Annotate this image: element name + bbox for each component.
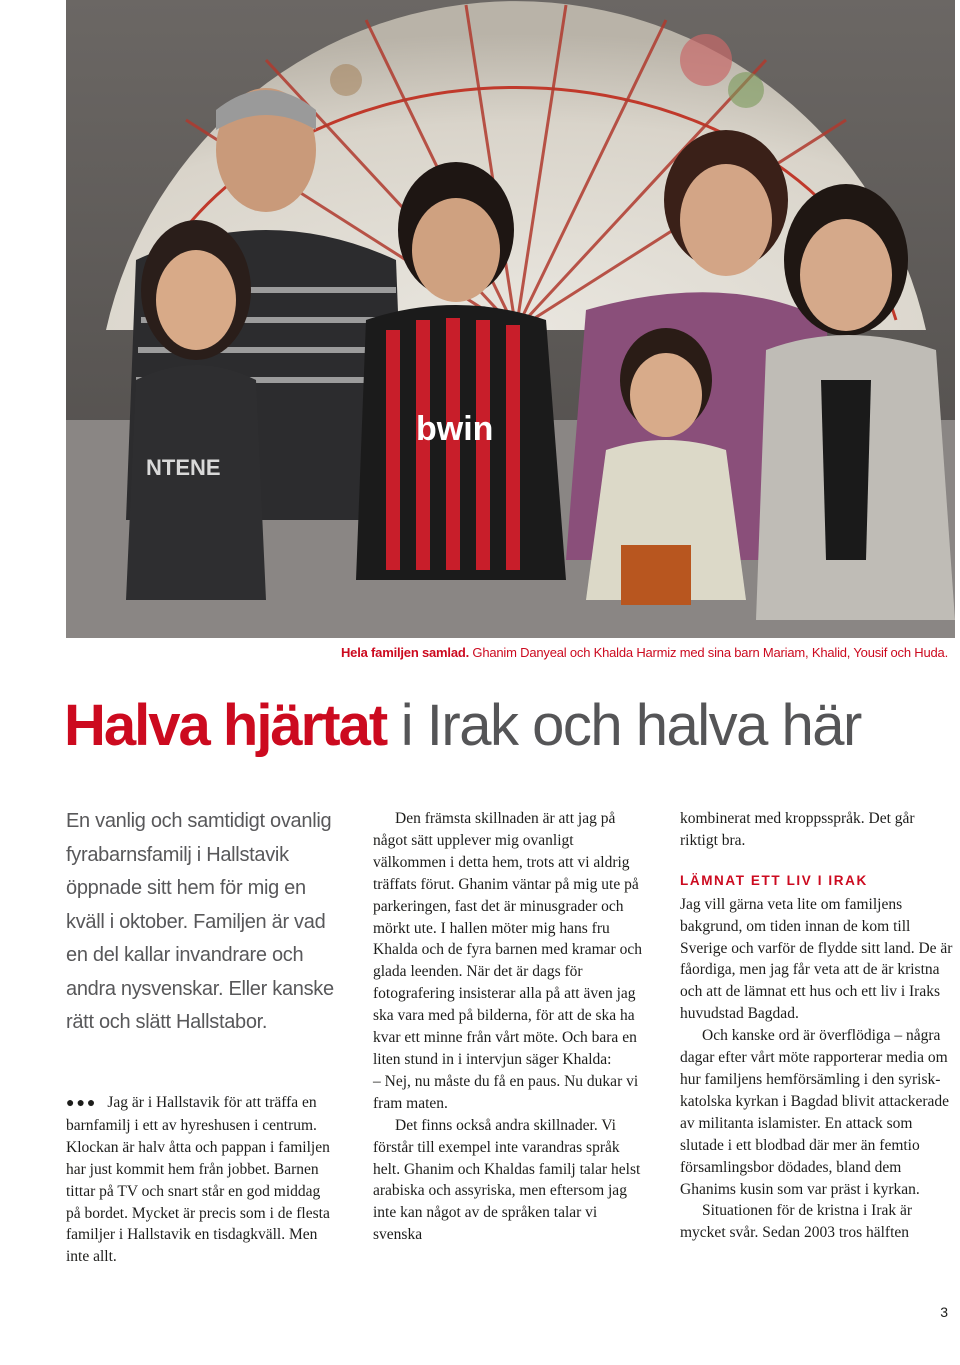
headline-grey: i Irak och halva här bbox=[386, 693, 861, 758]
bullet-dots-icon: ●●● bbox=[66, 1096, 98, 1111]
column-3 bbox=[680, 808, 955, 1244]
section-subheading: LÄMNAT ETT LIV I IRAK bbox=[680, 872, 868, 888]
page-number: 3 bbox=[940, 1304, 948, 1320]
svg-text:NTENE: NTENE bbox=[146, 455, 221, 480]
col3-paragraph-1: kombinerat med kroppsspråk. Det går riktigt bra. bbox=[680, 810, 915, 849]
family-photo bbox=[66, 0, 955, 638]
col3-paragraph-2: Jag vill gärna veta lite om familjens bakgrund, om tiden innan de kom till Sverige och varför de flydde sitt land. De är fåordiga, men jag får veta att de är kristna och att de lämnat ett hus och ett liv i Iraks huvudstad Bagdad. bbox=[680, 895, 953, 1023]
col2-paragraph-3: Det finns också andra skillnader. Vi förstår till exempel inte varandras språk helt. Ghanim och Khaldas familj talar helst arabiska och assyriska, men eftersom jag inte kan något av de språken talar vi svenska bbox=[373, 1116, 641, 1244]
column-1 bbox=[66, 1092, 336, 1268]
col3-paragraph-4: Situationen för de kristna i Irak är mycket svår. Sedan 2003 tros hälften bbox=[680, 1202, 913, 1242]
article-headline bbox=[64, 694, 861, 758]
col2-quote: – Nej, nu måste du få en paus. Nu dukar vi fram maten. bbox=[373, 1072, 639, 1112]
caption-bold: Hela familjen samlad. bbox=[340, 645, 470, 660]
col3-paragraph-3: Och kanske ord är överflödiga – några dagar efter vårt möte rapporterar media om hur familjens hemförsämling i den syrisk-katolska kyrkan i Bagdad blivit attackerade av militanta islamister. En attack som slutade i ett blodbad där mer än femtio församlingsbor dödades, bland dem Ghanims kusin som var präst i kyrkan. bbox=[680, 1027, 950, 1198]
col1-p1-text: Jag är i Hallstavik för att träffa en barnfamilj i ett av hyreshusen i centrum. Klockan är halv åtta och pappan i familjen har just kommit hem från jobbet. Barnen tittar på TV och snart står en god middag på bordet. Mycket är precis som i de flesta familjer i Hallstavik en tisdagkväll. Men inte allt. bbox=[66, 1094, 330, 1266]
article-ingress: En vanlig och samtidigt ovanlig fyrabarnsfamilj i Hallstavik öppnade sitt hem för mig en kväll i oktober. Familjen är vad en del kallar invandrare och andra nysvenskar. Eller kanske rätt och slätt Hallstabor. bbox=[66, 810, 334, 1033]
caption-text: Ghanim Danyeal och Khalda Harmiz med sina barn Mariam, Khalid, Yousif och Huda. bbox=[469, 645, 948, 660]
svg-text:bwin: bwin bbox=[416, 410, 494, 448]
col1-paragraph-1 bbox=[66, 1092, 336, 1268]
col2-paragraph-1: Den främsta skillnaden är att jag på något sätt upplever mig ovanligt välkommen i detta hem, trots att vi aldrig träffats förut. Ghanim väntar på mig ute på parkeringen, fast det är minusgrader och mörkt ute. I hallen möter mig hans fru Khalda och de fyra barnen med kramar och glada leenden. När det är dags för fotografering insisterar alla på att även jag ska vara med på bilderna, för att de ska ha kvar ett minne från vårt möte. Och bara en liten stund in i intervjun säger Khalda: bbox=[373, 810, 642, 1068]
column-2 bbox=[373, 808, 648, 1246]
family-photo-illustration bbox=[66, 0, 955, 638]
photo-caption bbox=[341, 645, 948, 660]
headline-red: Halva hjärtat bbox=[64, 693, 387, 758]
